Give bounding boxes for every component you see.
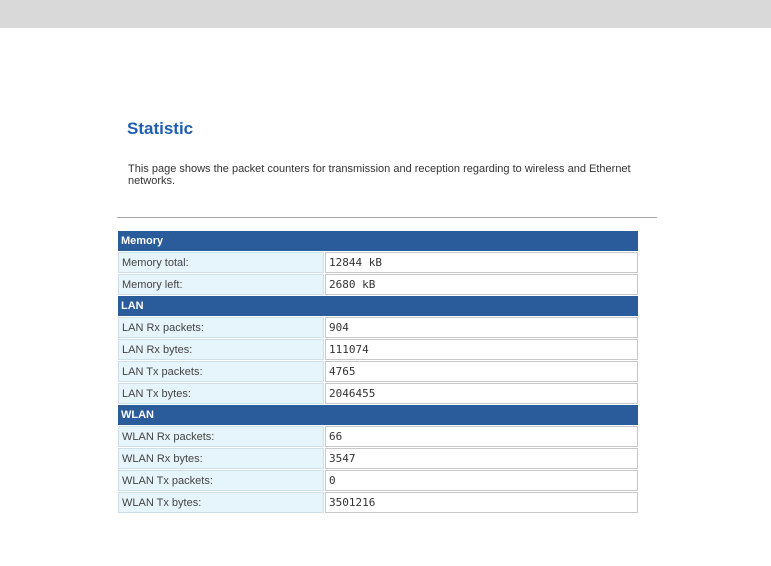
row-label: Memory total: bbox=[118, 252, 324, 273]
table-row bbox=[118, 361, 638, 382]
row-value: 12844 kB bbox=[325, 252, 638, 273]
row-value: 3547 bbox=[325, 448, 638, 469]
table-row bbox=[118, 448, 638, 469]
row-value: 66 bbox=[325, 426, 638, 447]
row-label: WLAN Tx packets: bbox=[118, 470, 324, 491]
row-label: LAN Tx bytes: bbox=[118, 383, 324, 404]
table-row bbox=[118, 383, 638, 404]
row-value: 4765 bbox=[325, 361, 638, 382]
row-value: 2046455 bbox=[325, 383, 638, 404]
top-bar bbox=[0, 0, 771, 28]
row-label: WLAN Tx bytes: bbox=[118, 492, 324, 513]
row-value: 0 bbox=[325, 470, 638, 491]
table-row bbox=[118, 426, 638, 447]
page-description: This page shows the packet counters for transmission and reception regarding to wireless and Ethernet networks. bbox=[128, 163, 631, 187]
table-row bbox=[118, 317, 638, 338]
table-row bbox=[118, 274, 638, 295]
page-title: Statistic bbox=[127, 119, 194, 138]
row-label: WLAN Rx packets: bbox=[118, 426, 324, 447]
divider bbox=[117, 217, 657, 218]
row-value: 3501216 bbox=[325, 492, 638, 513]
table-row bbox=[118, 470, 638, 491]
section-header-label: LAN bbox=[118, 296, 638, 316]
table-row bbox=[118, 252, 638, 273]
section-header-label: WLAN bbox=[118, 405, 638, 425]
row-value: 111074 bbox=[325, 339, 638, 360]
row-value: 904 bbox=[325, 317, 638, 338]
section-header-label: Memory bbox=[118, 231, 638, 251]
section-header-lan bbox=[118, 296, 638, 316]
row-label: LAN Rx bytes: bbox=[118, 339, 324, 360]
row-label: LAN Rx packets: bbox=[118, 317, 324, 338]
row-label: WLAN Rx bytes: bbox=[118, 448, 324, 469]
row-label: LAN Tx packets: bbox=[118, 361, 324, 382]
statistics-table bbox=[117, 230, 639, 514]
section-header-memory bbox=[118, 231, 638, 251]
table-row bbox=[118, 492, 638, 513]
row-value: 2680 kB bbox=[325, 274, 638, 295]
row-label: Memory left: bbox=[118, 274, 324, 295]
table-row bbox=[118, 339, 638, 360]
section-header-wlan bbox=[118, 405, 638, 425]
